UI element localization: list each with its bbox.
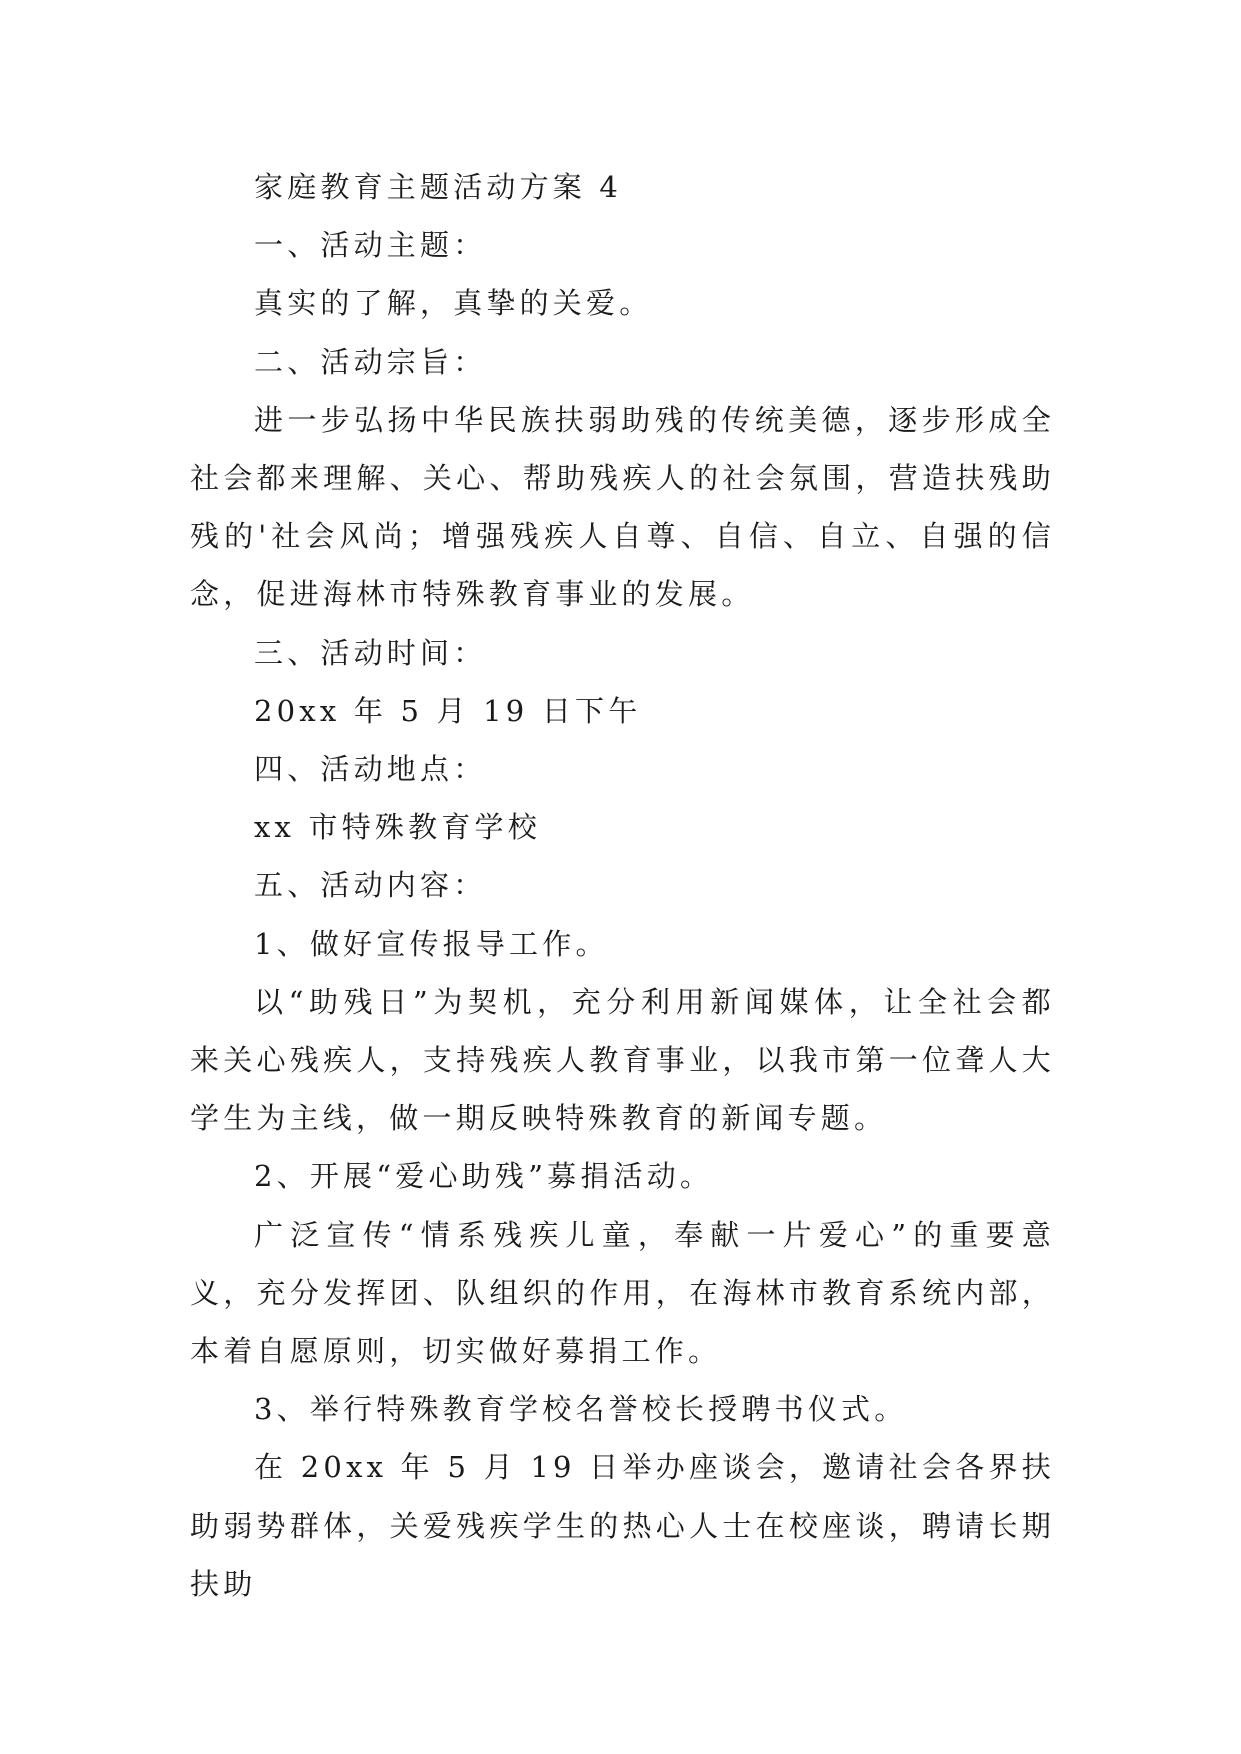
section-2-heading: 二、活动宗旨： (254, 344, 487, 379)
document-title: 家庭教育主题活动方案 4 (254, 170, 623, 204)
section-5-heading: 五、活动内容： (254, 868, 487, 903)
section-1-heading: 一、活动主题： (254, 228, 487, 263)
section-4-body: xx 市特殊教育学校 (254, 810, 541, 845)
section-2-body: 进一步弘扬中华民族扶弱助残的传统美德，逐步形成全社会都来理解、关心、帮助残疾人的社会氛围，营造扶残助残的'社会风尚；增强残疾人自尊、自信、自立、自强的信念，促进海林市特殊教育事业的发展。 (190, 402, 1055, 612)
item-2-body: 广泛宣传“情系残疾儿童，奉献一片爱心”的重要意义，充分发挥团、队组织的作用，在海林市教育系统内部，本着自愿原则，切实做好募捐工作。 (190, 1217, 1055, 1369)
section-3-body: 20xx 年 5 月 19 日下午 (254, 693, 642, 728)
item-1-body: 以“助残日”为契机，充分利用新闻媒体，让全社会都来关心残疾人，支持残疾人教育事业，以我市第一位聋人大学生为主线，做一期反映特殊教育的新闻专题。 (190, 984, 1055, 1136)
item-2-heading: 2、开展“爱心助残”募捐活动。 (254, 1159, 714, 1194)
section-3-heading: 三、活动时间： (254, 635, 487, 670)
section-1-body: 真实的了解，真挚的关爱。 (254, 286, 653, 321)
document-page (190, 158, 1055, 1613)
item-3-body: 在 20xx 年 5 月 19 日举办座谈会，邀请社会各界扶助弱势群体，关爱残疾学生的热心人士在校座谈，聘请长期扶助 (190, 1450, 1055, 1601)
section-4-heading: 四、活动地点： (254, 752, 487, 787)
item-3-heading: 3、举行特殊教育学校名誉校长授聘书仪式。 (254, 1392, 908, 1427)
item-1-heading: 1、做好宣传报导工作。 (254, 926, 609, 961)
